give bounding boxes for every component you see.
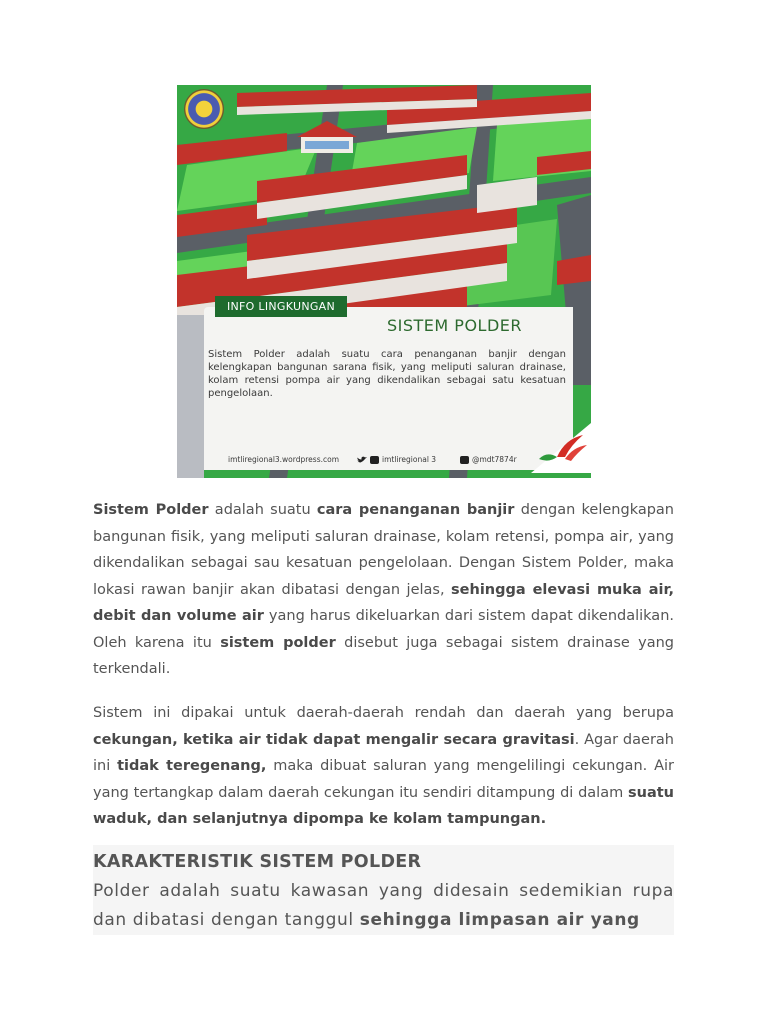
university-logo (184, 89, 224, 129)
bold-phrase: Sistem Polder (93, 502, 209, 518)
bold-phrase: cekungan, ketika air tidak dapat mengalir secara gravitasi (93, 731, 575, 748)
bold-phrase: sistem polder (220, 634, 336, 651)
text-span: . Agar daerah ini (93, 731, 674, 774)
text-span: adalah suatu (208, 502, 317, 518)
text-span: Sistem ini dipakai untuk daerah-daerah rendah dan daerah yang berupa (93, 705, 674, 721)
info-title: SISTEM POLDER (387, 316, 523, 335)
section-heading: KARAKTERISTIK SISTEM POLDER (93, 852, 422, 872)
hero-infographic (177, 85, 591, 478)
info-tag: INFO LINGKUNGAN (215, 296, 347, 317)
bold-phrase: suatu waduk, dan selanjutnya dipompa ke kolam tampungan. (93, 784, 674, 827)
text-span: dengan kelengkapan bangunan fisik, yang meliputi saluran drainase, kolam retensi, pompa air, yang dikendalikan sebagai sau kesatuan pengelolaan. Dengan Sistem Polder, maka lokasi rawan banjir akan dibatasi dengan jelas, (93, 502, 674, 598)
bold-phrase: cara penanganan banjir (316, 502, 515, 518)
social-handle-text: imtliregional 3 (382, 455, 437, 464)
article-paragraph-1 (93, 497, 674, 683)
website-text: imtliregional3.wordpress.com (228, 455, 339, 464)
article-paragraph-2 (93, 700, 674, 833)
twitter-icon (357, 456, 367, 464)
section-characteristics (93, 845, 674, 935)
text-span: maka dibuat saluran yang mengelilingi cekungan. Air yang tertangkap dalam daerah cekungan itu sendiri ditampung di dalam (93, 758, 674, 801)
instagram-icon (370, 456, 379, 464)
bold-phrase: sehingga limpasan air yang (359, 910, 640, 930)
text-span: disebut juga sebagai sistem drainase yang terkendali. (93, 634, 675, 677)
info-description: Sistem Polder adalah suatu cara penanganan banjir dengan kelengkapan bangunan sarana fisik, yang meliputi saluran drainase, kolam retensi pompa air yang dikendalikan sebagai satu kesatuan pengelolaan. (208, 349, 566, 399)
section-paragraph (93, 877, 674, 935)
text-span: Polder adalah suatu kawasan yang didesain sedemikian rupa dan dibatasi dengan tanggul (93, 881, 674, 930)
text-span: yang harus dikeluarkan dari sistem dapat dikendalikan. Oleh karena itu (93, 608, 674, 651)
bold-phrase: tidak teregenang, (117, 758, 267, 774)
chat-icon (460, 456, 469, 464)
user-handle-text: @mdt7874r (472, 455, 517, 464)
bold-phrase: sehingga elevasi muka air, debit dan volume air (93, 581, 674, 624)
corner-brand-icon (531, 423, 591, 473)
user-handle (460, 455, 517, 464)
social-handle (357, 455, 436, 464)
